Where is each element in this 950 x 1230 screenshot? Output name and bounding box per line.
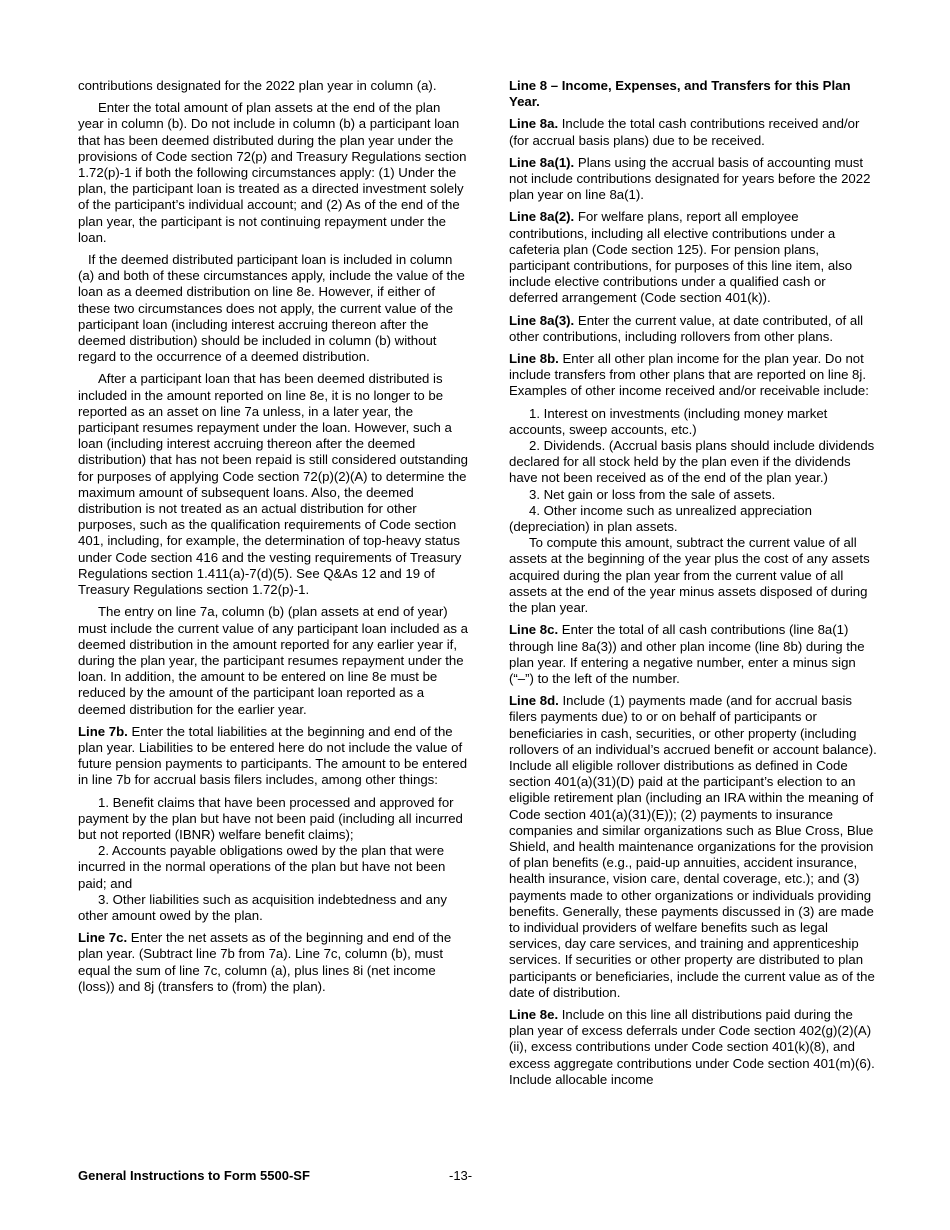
- page-number: -13-: [449, 1168, 473, 1183]
- line-text: Include the total cash contributions received and/or (for accrual basis plans) due to be received.: [509, 116, 860, 148]
- section-heading: Line 8 – Income, Expenses, and Transfers for this Plan Year.: [509, 78, 851, 110]
- line-label: Line 8a(2).: [509, 209, 575, 225]
- line-label: Line 7c.: [78, 930, 128, 946]
- list-item: 3. Net gain or loss from the sale of assets.: [529, 486, 776, 502]
- line-label: Line 8a(1).: [509, 154, 575, 170]
- list-item: 1. Benefit claims that have been processed and approved for payment by the plan but have not been paid (including all incurred but not reported (IBNR) welfare benefit claims);: [78, 794, 463, 842]
- line-8a3-paragraph: [509, 313, 877, 345]
- line-label: Line 8a(3).: [509, 312, 575, 328]
- paragraph: If the deemed distributed participant loan is included in column (a) and both of these circumstances apply, include the value of the loan as a deemed distribution on line 8e. However, if either of these two circumstances does not apply, the current value of the participant loan (including interest accruing thereon after the deemed distribution) should be included in column (b) without regard to the occurrence of a deemed distribution.: [78, 252, 465, 365]
- list-item: 3. Other liabilities such as acquisition indebtedness and any other amount owed by the plan.: [78, 891, 447, 923]
- list-item: To compute this amount, subtract the current value of all assets at the beginning of the year plus the cost of any assets acquired during the plan year from the current value of all assets at the end of the year minus assets disposed of during the plan year.: [509, 535, 870, 616]
- paragraph: The entry on line 7a, column (b) (plan assets at end of year) must include the current value of any participant loan included as a deemed distribution in the amount reported for any earlier year if, during the plan year, the participant resumes repayment under the loan. In addition, the amount to be entered on line 8e must be reduced by the amount of the participant loan reported as a deemed distribution for the earlier year.: [78, 604, 468, 717]
- list-item: 4. Other income such as unrealized appreciation (depreciation) in plan assets.: [509, 502, 812, 535]
- line-7b-paragraph: [78, 724, 468, 789]
- line-text: Include (1) payments made (and for accrual basis filers payments due) to or on behalf of participants or beneficiaries in cash, securities, or other property (including rollovers of an individual’s accrued benefit or account balance). Include all eligible rollover distributions as defined in Code section 401(a)(31)(D) paid at the participant’s election to an eligible retirement plan (including an IRA within the meaning of Code section 401(a)(31)(E)); (2) payments to insurance companies and similar organizations such as Blue Cross, Blue Shield, and health maintenance organizations for the provision of plan benefits (e.g., paid-up annuities, accident insurance, health insurance, vision care, dental coverage, etc.); and (3) payments made to other organizations or individuals providing benefits. Generally, these payments discussed in (3) are made to individual providers of welfare benefits such as legal services, day care services, and training and apprenticeship services. If securities or other property are distributed to plan participants or beneficiaries, include the current value as of the date of distribution.: [509, 693, 877, 1000]
- paragraph: contributions designated for the 2022 plan year in column (a).: [78, 78, 437, 93]
- line-label: Line 8b.: [509, 351, 559, 367]
- line-8a2-paragraph: [509, 209, 877, 306]
- line-text: Plans using the accrual basis of accounting must not include contributions designated for years before the 2022 plan year on line 8a(1).: [509, 154, 871, 203]
- line-8c-paragraph: [509, 622, 877, 687]
- line-label: Line 8a.: [509, 116, 559, 132]
- line-text: Enter all other plan income for the plan year. Do not include transfers from other plans that are reported on line 8j. Examples of other income received and/or receivable include:: [509, 351, 869, 399]
- line-text: Include on this line all distributions paid during the plan year of excess deferrals under Code section 402(g)(2)(A)(ii), excess contributions under Code section 401(k)(8), and excess aggregate contributions under Code section 401(m)(6). Include allocable income: [509, 1006, 875, 1087]
- line-8b-paragraph: [509, 351, 877, 400]
- list-item: 2. Dividends. (Accrual basis plans should include dividends declared for all stock held by the plan even if the dividends have not been received as of the end of the plan year.): [509, 438, 875, 486]
- line-8a-paragraph: [509, 116, 877, 148]
- list-item: 2. Accounts payable obligations owed by the plan that were incurred in the normal operations of the plan but have not been paid; and: [78, 843, 446, 891]
- line-label: Line 8e.: [509, 1006, 559, 1022]
- list-item: 1. Interest on investments (including money market accounts, sweep accounts, etc.): [509, 405, 828, 437]
- line-7c-paragraph: [78, 930, 468, 995]
- left-column: [78, 78, 468, 1001]
- footer-title: General Instructions to Form 5500-SF: [78, 1168, 310, 1183]
- line-label: Line 7b.: [78, 723, 128, 739]
- line-text: For welfare plans, report all employee contributions, including all elective contributions under a cafeteria plan (Code section 125). For pension plans, participant contributions, for purposes of this line item, also include elective contributions under a qualified cash or deferred arrangement (Code section 401(k)).: [509, 209, 853, 306]
- paragraph: Enter the total amount of plan assets at the end of the plan year in column (b). Do not include in column (b) a participant loan that has been deemed distributed during the plan year under the provisions of Code section 72(p) and Treasury Regulations section 1.72(p)-1 if both the following circumstances apply: (1) Under the plan, the participant loan is treated as a directed investment solely of the participant’s individual account; and (2) As of the end of the plan year, the participant is not continuing repayment under the loan.: [78, 100, 467, 245]
- line-8a1-paragraph: [509, 155, 877, 204]
- line-label: Line 8c.: [509, 622, 559, 638]
- line-label: Line 8d.: [509, 693, 559, 709]
- line-text: Enter the total liabilities at the beginning and end of the plan year. Liabilities to be entered here do not include the value of future pension payments to participants. The amount to be entered in line 7b for accrual basis filers includes, among other things:: [78, 723, 468, 788]
- line-text: Enter the current value, at date contributed, of all other contributions, including rollovers from other plans.: [509, 312, 864, 344]
- line-text: Enter the net assets as of the beginning and end of the plan year. (Subtract line 7b from 7a). Line 7c, column (b), must equal the sum of line 7c, column (a), plus lines 8i (net income (loss)) and 8j (transfers to (from) the plan).: [78, 930, 452, 994]
- line-8d-paragraph: [509, 693, 877, 1001]
- right-column: [509, 78, 877, 1094]
- line-8e-paragraph: [509, 1007, 877, 1088]
- line-text: Enter the total of all cash contributions (line 8a(1) through line 8a(3)) and other plan income (line 8b) during the plan year. If entering a negative number, enter a minus sign (“–”) to the left of the number.: [509, 622, 865, 686]
- paragraph: After a participant loan that has been deemed distributed is included in the amount reported on line 8e, it is no longer to be reported as an asset on line 7a unless, in a later year, the participant resumes repayment under the loan. However, such a loan (including interest accruing thereon after the deemed distribution) that has not been repaid is still considered outstanding for purposes of applying Code section 72(p)(2)(A) to determine the maximum amount of subsequent loans. Also, the deemed distribution is not treated as an actual distribution for other purposes, such as the qualification requirements of Code section 401, including, for example, the determination of top-heavy status under Code section 416 and the vesting requirements of Treasury Regulations section 1.411(a)-7(d)(5). See Q&As 12 and 19 of Treasury Regulations section 1.72(p)-1.: [78, 371, 469, 598]
